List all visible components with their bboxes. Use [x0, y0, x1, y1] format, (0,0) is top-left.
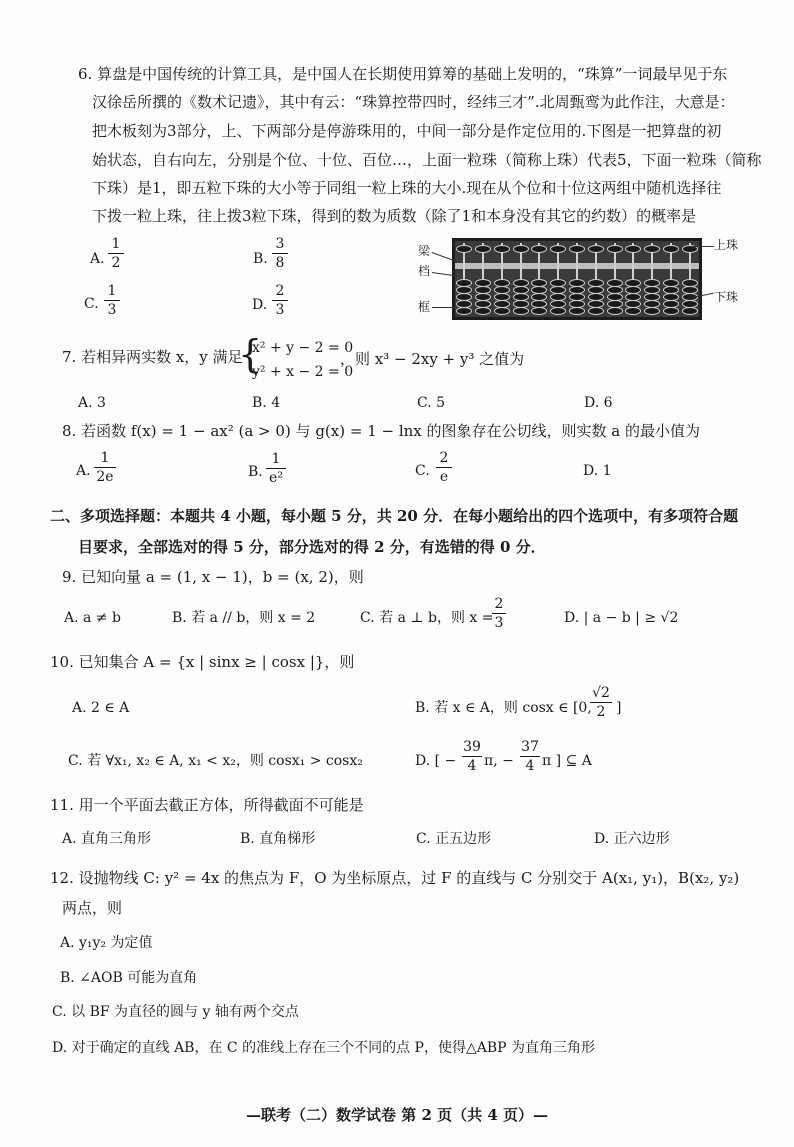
q7-option-a: A. 3	[78, 395, 106, 411]
abacus-upper-bead	[494, 245, 510, 253]
abacus-upper-bead	[644, 245, 660, 253]
q8-option-a-label: A.	[76, 463, 91, 479]
abacus-lower-bead	[456, 307, 472, 315]
q7-suffix: ，则 x³ − 2xy + y³ 之值为	[340, 350, 525, 368]
q7-equation-2: y² + x − 2 = 0	[252, 364, 354, 380]
q10-option-d-mid: π, −	[484, 753, 514, 769]
abacus-upper-bead	[550, 245, 566, 253]
page-footer: —联考（二）数学试卷 第 2 页（共 4 页）—	[246, 1106, 548, 1124]
abacus-label-liang: 梁	[418, 244, 431, 258]
q6-option-b-label: B.	[253, 251, 268, 267]
q10-option-d-pre: D. [ −	[415, 753, 457, 769]
q7-equation-1: x² + y − 2 = 0	[252, 340, 354, 356]
q9-text: 9. 已知向量 a = (1, x − 1)，b = (x, 2)，则	[62, 568, 364, 586]
section2-line2: 目要求，全部选对的得 5 分，部分选对的得 2 分，有选错的得 0 分．	[78, 538, 546, 556]
q6-line3: 把木板刻为3部分，上、下两部分是停游珠用的，中间一部分是作定位用的.下图是一把算盘的初	[92, 122, 722, 140]
abacus-lower-bead	[588, 307, 604, 315]
abacus-lower-bead	[663, 307, 679, 315]
q8-option-a-fraction: 1 2e	[94, 450, 116, 485]
q8-option-d: D. 1	[583, 463, 612, 479]
abacus-lower-bead	[682, 307, 698, 315]
q9-option-a: A. a ≠ b	[64, 610, 121, 626]
q6-line4: 始状态，自右向左，分别是个位、十位、百位…，上面一粒珠（简称上珠）代表5，下面一粒珠（简称	[92, 151, 762, 169]
q12-option-c: C. 以 BF 为直径的圆与 y 轴有两个交点	[52, 1004, 299, 1020]
q9-option-d: D. | a − b | ≥ √2	[564, 610, 679, 626]
q12-option-b: B. ∠AOB 可能为直角	[60, 970, 198, 986]
q10-option-d-fraction-2: 37 4	[521, 739, 539, 774]
abacus-pointer-kuang	[432, 307, 454, 308]
q11-option-b: B. 直角梯形	[240, 831, 316, 847]
q6-line1: 6. 算盘是中国传统的计算工具，是中国人在长期使用算筹的基础上发明的，“珠算”一词最早见于东	[78, 65, 728, 83]
abacus-lower-bead	[531, 307, 547, 315]
q10-option-d-fraction-1: 39 4	[463, 739, 481, 774]
q11-option-c: C. 正五边形	[416, 831, 492, 847]
q8-option-b-fraction: 1 e²	[266, 451, 286, 486]
q6-line2: 汉徐岳所撰的《数术记遗》，其中有云：“珠算控带四时，经纬三才”.北周甄鸾为此作注，大意是：	[92, 93, 735, 111]
q8-text: 8. 若函数 f(x) = 1 − ax² (a > 0) 与 g(x) = 1 − lnx 的图象存在公切线，则实数 a 的最小值为	[62, 422, 701, 440]
abacus-upper-bead	[625, 245, 641, 253]
abacus-figure	[452, 238, 702, 320]
q8-option-b-label: B.	[248, 464, 263, 480]
q11-option-d: D. 正六边形	[594, 831, 670, 847]
q10-option-b-post: ]	[616, 700, 622, 716]
abacus-label-dang: 档	[418, 264, 431, 278]
q12-option-a: A. y₁y₂ 为定值	[60, 935, 153, 951]
q6-line6: 下拨一粒上珠，往上拨3粒下珠，得到的数为质数（除了1和本身没有其它的约数）的概率是	[92, 207, 697, 225]
abacus-label-kuang: 框	[418, 300, 431, 314]
abacus-pointer-shangzhu	[690, 246, 714, 247]
q6-option-a-fraction: 1 2	[108, 236, 124, 271]
abacus-upper-bead	[531, 245, 547, 253]
q10-text: 10. 已知集合 A = {x | sinx ≥ | cosx |}，则	[50, 653, 355, 671]
q11-text: 11. 用一个平面去截正方体，所得截面不可能是	[50, 796, 364, 814]
abacus-lower-bead	[607, 307, 623, 315]
q12-option-d: D. 对于确定的直线 AB，在 C 的准线上存在三个不同的点 P，使得△ABP 为直角三角形	[52, 1040, 595, 1056]
abacus-lower-bead	[513, 307, 529, 315]
q11-option-a: A. 直角三角形	[62, 831, 152, 847]
q10-option-c: C. 若 ∀x₁, x₂ ∈ A, x₁ < x₂，则 cosx₁ > cosx₂	[68, 753, 363, 769]
section2-line1: 二、多项选择题：本题共 4 小题，每小题 5 分，共 20 分．在每小题给出的四个选项中，有多项符合题	[50, 507, 739, 525]
q6-option-c-fraction: 1 3	[104, 283, 120, 318]
abacus-upper-bead	[513, 245, 529, 253]
q9-option-c: C. 若 a ⊥ b，则 x =	[360, 610, 494, 626]
abacus-upper-bead	[475, 245, 491, 253]
abacus-lower-bead	[550, 307, 566, 315]
abacus-lower-bead	[494, 307, 510, 315]
q6-option-c-label: C.	[84, 296, 99, 312]
abacus-lower-bead	[625, 307, 641, 315]
abacus-upper-bead	[569, 245, 585, 253]
abacus-lower-bead	[644, 307, 660, 315]
q6-option-b-fraction: 3 8	[272, 236, 288, 271]
q8-option-c-fraction: 2 e	[436, 450, 452, 485]
q7-brace: {	[238, 332, 263, 376]
q7-option-b: B. 4	[252, 395, 281, 411]
abacus-upper-bead	[663, 245, 679, 253]
abacus-label-shangzhu: 上珠	[714, 238, 739, 252]
q6-option-a-label: A.	[90, 251, 105, 267]
abacus-lower-bead	[569, 307, 585, 315]
q12-line1: 12. 设抛物线 C: y² = 4x 的焦点为 F，O 为坐标原点，过 F 的直线与 C 分别交于 A(x₁, y₁)，B(x₂, y₂)	[50, 869, 740, 887]
abacus-upper-bead	[588, 245, 604, 253]
abacus-upper-bead	[456, 245, 472, 253]
q9-option-b: B. 若 a // b，则 x = 2	[172, 610, 316, 626]
q10-option-d-post: π ] ⊆ A	[542, 753, 592, 769]
q9-option-c-fraction: 2 3	[492, 596, 506, 631]
q7-option-d: D. 6	[584, 395, 613, 411]
q10-option-a: A. 2 ∈ A	[72, 700, 130, 716]
q7-option-c: C. 5	[417, 395, 446, 411]
q6-line5: 下珠）是1，即五粒下珠的大小等于同组一粒上珠的大小.现在从个位和十位这两组中随机选择往	[92, 179, 722, 197]
q8-option-c-label: C.	[415, 463, 430, 479]
q10-option-b-fraction: √2 2	[590, 685, 612, 720]
q6-option-d-fraction: 2 3	[272, 283, 288, 318]
q7-prefix: 7. 若相异两实数 x，y 满足	[62, 348, 243, 366]
q12-line2: 两点，则	[62, 899, 123, 917]
abacus-lower-bead	[475, 307, 491, 315]
q6-option-d-label: D.	[252, 297, 268, 313]
abacus-label-xiazhu: 下珠	[714, 290, 739, 304]
abacus-upper-bead	[607, 245, 623, 253]
q10-option-b-pre: B. 若 x ∈ A，则 cosx ∈ [0,	[415, 700, 592, 716]
